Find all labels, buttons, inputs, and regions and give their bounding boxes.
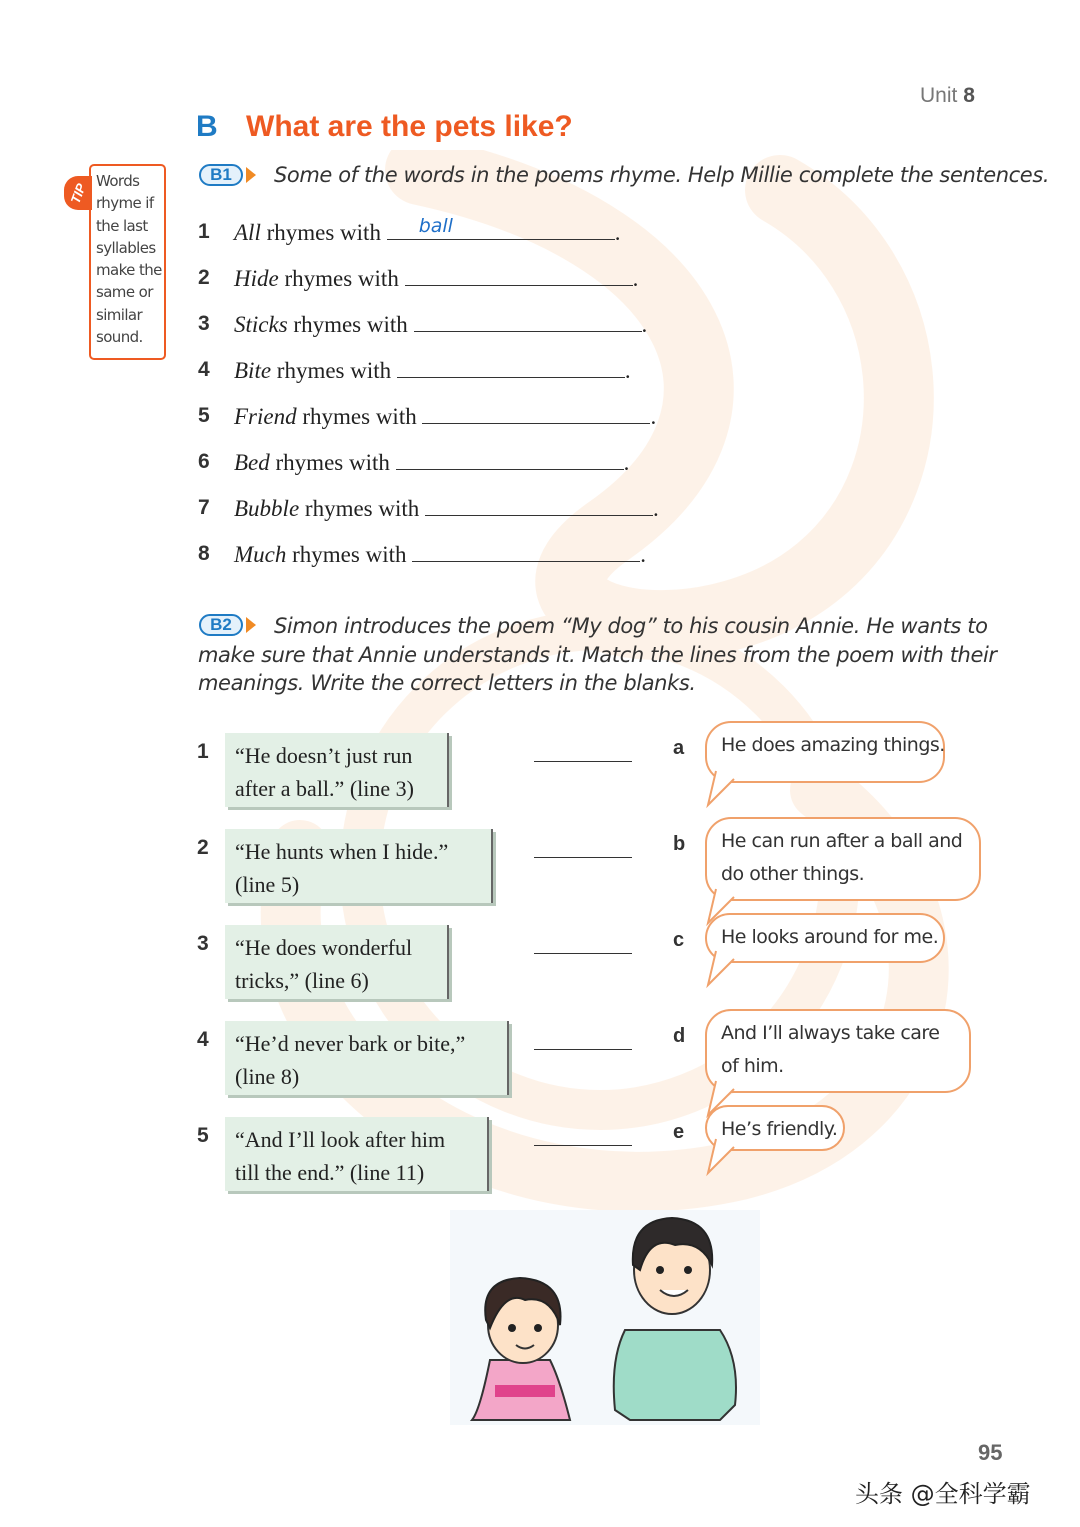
b1-item-sentence <box>234 263 638 292</box>
tip-line: sound. <box>96 328 143 347</box>
b2-meaning-letter: c <box>673 929 685 951</box>
b2-meaning-line: And I’ll always take care <box>721 1022 940 1044</box>
b2-meaning-line: He does amazing things. <box>721 734 945 756</box>
b2-meaning-line: of him. <box>721 1055 784 1077</box>
tip-tag-text: TIP <box>67 180 89 206</box>
b1-item-sentence <box>234 401 656 430</box>
b2-answer-blank[interactable] <box>534 951 632 954</box>
b1-answer-blank[interactable] <box>412 539 640 562</box>
section-title: What are the pets like? <box>246 110 573 143</box>
b2-instruction-line: meanings. Write the correct letters in the blanks. <box>198 671 696 695</box>
b1-answer-blank[interactable] <box>414 309 642 332</box>
b2-quote-number: 4 <box>197 1028 209 1051</box>
source-watermark: 头条 @全科学霸 <box>855 1480 1031 1508</box>
b1-item-connector: rhymes with <box>284 266 399 291</box>
speech-bubble-tail <box>704 949 744 989</box>
b2-meaning-line: He can run after a ball and <box>721 830 963 852</box>
b1-badge-label: B1 <box>199 164 243 186</box>
sentence-period: . <box>624 358 631 383</box>
b2-meaning-line: do other things. <box>721 863 865 885</box>
b2-answer-blank[interactable] <box>534 1047 632 1050</box>
sentence-period: . <box>653 496 659 521</box>
b1-answer-blank[interactable] <box>396 447 624 470</box>
b1-answer-blank[interactable] <box>387 217 615 240</box>
b2-quote-line: (line 5) <box>235 872 300 897</box>
b1-badge <box>199 163 259 187</box>
tip-line: rhyme if <box>96 194 154 213</box>
b2-instruction-line: Simon introduces the poem “My dog” to his cousin Annie. He wants to <box>274 614 988 638</box>
b1-item-number: 6 <box>198 450 210 473</box>
tip-line: the last <box>96 216 148 235</box>
play-triangle-icon <box>246 617 256 633</box>
b1-item-sentence <box>234 309 647 338</box>
b1-item-sentence <box>234 447 629 476</box>
b1-answer-blank[interactable] <box>405 263 633 286</box>
b1-item-number: 8 <box>198 542 210 565</box>
b2-meaning-letter: d <box>673 1025 686 1047</box>
speech-bubble <box>705 1009 971 1093</box>
b1-item-sentence <box>234 355 631 384</box>
b1-item-number: 7 <box>198 496 210 519</box>
b1-item-connector: rhymes with <box>275 450 390 475</box>
unit-label-text: Unit <box>920 84 958 107</box>
b1-item-connector: rhymes with <box>276 358 392 383</box>
b2-meaning-line: He looks around for me. <box>721 926 939 948</box>
b2-meaning-letter: b <box>673 833 686 855</box>
b2-quote-line: “He doesn’t just run <box>235 743 413 768</box>
b1-item-number: 1 <box>198 220 210 243</box>
b2-quote-number: 1 <box>197 740 209 763</box>
unit-label <box>920 84 975 108</box>
b2-quote-line: tricks,” (line 6) <box>235 968 369 993</box>
children-illustration <box>450 1210 760 1425</box>
b1-answer-blank[interactable] <box>397 355 625 378</box>
tip-line: Words <box>96 172 140 190</box>
tip-line: make the <box>96 261 162 280</box>
section-letter: B <box>196 110 218 143</box>
sentence-period: . <box>640 542 646 567</box>
b1-item-sentence <box>234 539 646 568</box>
sentence-period: . <box>641 312 648 337</box>
b2-quote-card <box>225 829 493 903</box>
sentence-period: . <box>650 404 657 429</box>
unit-number: 8 <box>963 84 975 107</box>
speech-bubble-tail <box>704 1137 744 1177</box>
b2-quote-line: after a ball.” (line 3) <box>235 776 414 801</box>
b1-instruction: Some of the words in the poems rhyme. Help Millie complete the sentences. <box>274 163 1050 187</box>
b1-item-number: 4 <box>198 358 210 381</box>
b1-item-word: Friend <box>234 404 297 429</box>
b1-item-word: All <box>234 220 261 245</box>
b2-answer-blank[interactable] <box>534 855 632 858</box>
sentence-period: . <box>623 450 630 475</box>
speech-bubble-tail <box>704 769 744 809</box>
b2-quote-line: “He’d never bark or bite,” <box>235 1031 466 1056</box>
b1-item-number: 2 <box>198 266 210 289</box>
b2-meaning-line: He’s friendly. <box>721 1118 838 1140</box>
tip-line: same or <box>96 283 153 302</box>
b2-quote-number: 2 <box>197 836 209 859</box>
b1-answer-blank[interactable] <box>422 401 650 424</box>
b2-quote-card <box>225 1117 489 1191</box>
b2-quote-card <box>225 925 449 999</box>
tip-tag <box>64 176 92 210</box>
b1-item-number: 3 <box>198 312 210 335</box>
speech-bubble <box>705 817 981 901</box>
b1-item-sentence <box>234 217 620 246</box>
b1-item-number: 5 <box>198 404 210 427</box>
b1-item-connector: rhymes with <box>293 312 408 337</box>
b1-item-word: Sticks <box>234 312 288 337</box>
b2-quote-number: 5 <box>197 1124 209 1147</box>
b2-answer-blank[interactable] <box>534 759 632 762</box>
b2-quote-number: 3 <box>197 932 209 955</box>
b1-item-sentence <box>234 493 659 522</box>
b2-meaning-letter: e <box>673 1121 685 1143</box>
b2-quote-line: “He does wonderful <box>235 935 413 960</box>
b1-item-word: Hide <box>234 266 279 291</box>
b2-quote-card <box>225 1021 509 1095</box>
tip-text <box>96 170 160 348</box>
b1-item-word: Bed <box>234 450 270 475</box>
b2-quote-line: “And I’ll look after him <box>235 1127 446 1152</box>
b1-item-connector: rhymes with <box>302 404 417 429</box>
tip-line: similar <box>96 305 143 324</box>
b2-quote-line: “He hunts when I hide.” <box>235 839 449 864</box>
b2-badge <box>199 613 259 637</box>
b2-instruction-line: make sure that Annie understands it. Match the lines from the poem with their <box>198 643 997 667</box>
play-triangle-icon <box>246 167 256 183</box>
sentence-period: . <box>614 220 621 245</box>
b2-badge-label: B2 <box>199 614 243 636</box>
b2-answer-blank[interactable] <box>534 1143 632 1146</box>
b1-item-connector: rhymes with <box>304 496 420 521</box>
b1-answer-text: ball <box>418 215 453 237</box>
b1-item-connector: rhymes with <box>292 542 407 567</box>
b2-quote-line: till the end.” (line 11) <box>235 1160 425 1185</box>
page-number: 95 <box>978 1440 1003 1465</box>
b1-item-connector: rhymes with <box>266 220 381 245</box>
sentence-period: . <box>632 266 639 291</box>
b1-answer-blank[interactable] <box>425 493 653 516</box>
b2-meaning-letter: a <box>673 737 685 759</box>
b2-quote-line: (line 8) <box>235 1064 300 1089</box>
b1-item-word: Bubble <box>234 496 300 521</box>
tip-line: syllables <box>96 238 156 257</box>
b2-quote-card <box>225 733 449 807</box>
b1-item-word: Bite <box>234 358 272 383</box>
b1-item-word: Much <box>234 542 287 567</box>
